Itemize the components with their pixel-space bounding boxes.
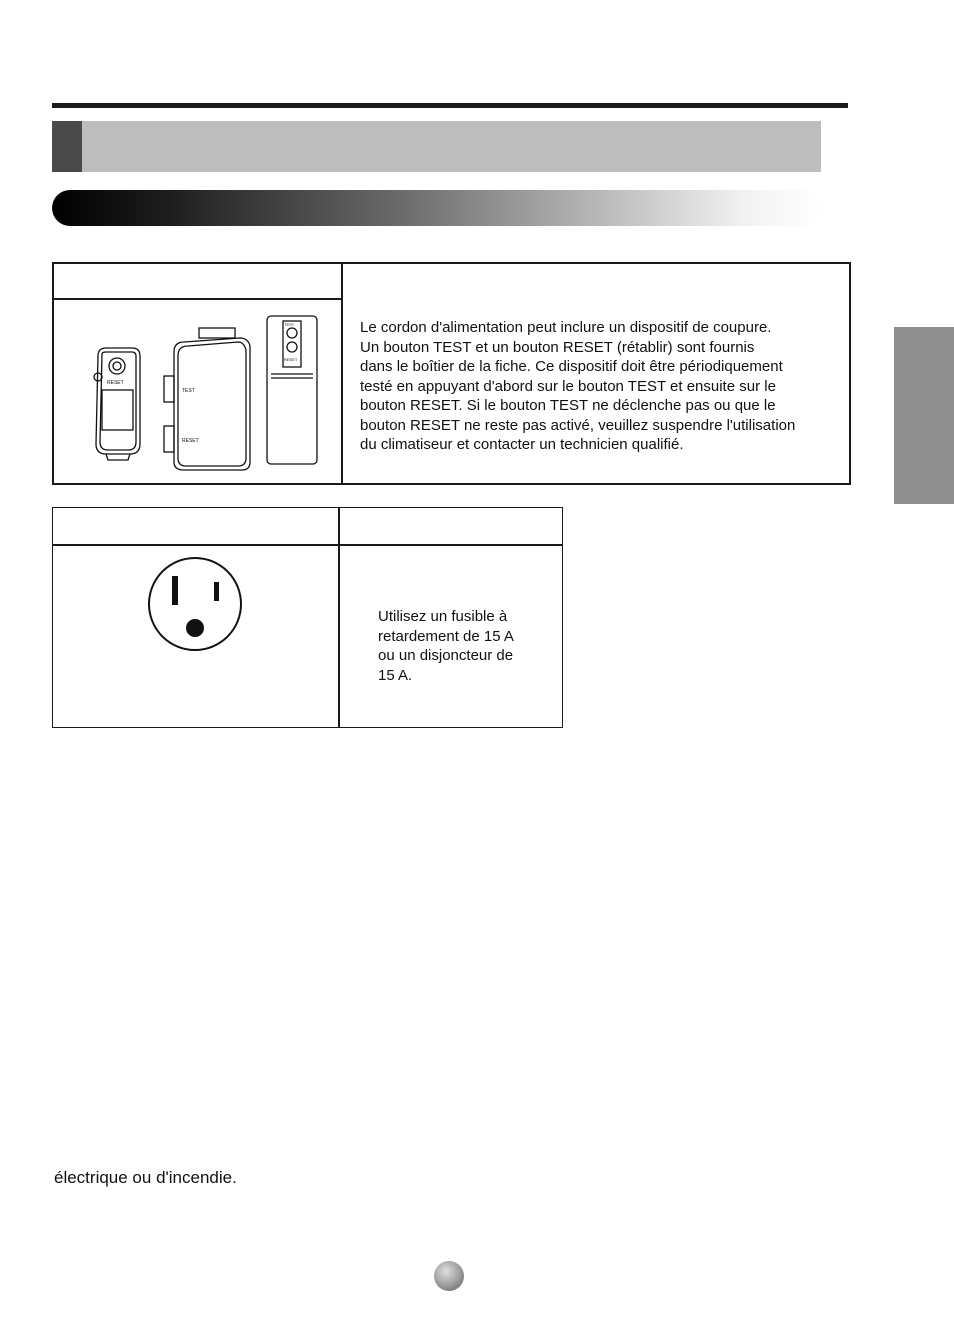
description-line: Un bouton TEST et un bouton RESET (rétablir) sont fournis: [360, 338, 755, 356]
plug-reset-label: RESET: [182, 438, 199, 444]
fuse-instructions: [378, 607, 548, 685]
section-header-bar: [52, 121, 821, 172]
description-line: bouton RESET ne reste pas activé, veuillez suspendre l'utilisation: [360, 416, 796, 434]
section-header-block: [52, 121, 82, 172]
description-line: Le cordon d'alimentation peut inclure un dispositif de coupure.: [360, 319, 772, 336]
gfci-table: [52, 262, 851, 485]
side-tab: [894, 327, 954, 504]
page-number-badge: [434, 1261, 464, 1291]
plug-type-1-illustration: [94, 348, 140, 460]
description-line: dans le boîtier de la fiche. Ce dispositif doit être périodiquement: [360, 358, 783, 375]
table-divider: [341, 264, 343, 483]
table-divider: [338, 508, 340, 727]
top-rule: [52, 103, 848, 108]
table-divider: [54, 298, 341, 300]
gfci-description: [360, 318, 838, 455]
plug-test-label: TEST: [182, 388, 195, 394]
fuse-line: Utilisez un fusible à: [378, 608, 508, 625]
plug-type-2-illustration: [164, 328, 250, 470]
fuse-line: retardement de 15 A: [378, 627, 514, 645]
plug-illustrations: [54, 302, 341, 482]
warning-text: électrique ou d'incendie.: [54, 1168, 237, 1187]
plug-reset-label: RESET: [284, 357, 298, 362]
fuse-line: ou un disjoncteur de: [378, 647, 514, 664]
outlet-table: [52, 507, 563, 728]
fuse-line: 15 A.: [378, 666, 413, 684]
description-line: testé en appuyant d'abord sur le bouton TEST et ensuite sur le: [360, 377, 776, 395]
description-line: bouton RESET. Si le bouton TEST ne déclenche pas ou que le: [360, 397, 776, 414]
description-line: du climatiseur et contacter un technicien qualifié.: [360, 436, 684, 453]
plug-reset-label: RESET: [107, 380, 124, 386]
subsection-gradient-bar: [52, 190, 822, 226]
grounded-outlet-icon: [147, 556, 243, 652]
plug-type-3-illustration: [267, 316, 317, 464]
plug-test-label: TEST: [284, 322, 295, 327]
table-divider: [53, 544, 562, 546]
